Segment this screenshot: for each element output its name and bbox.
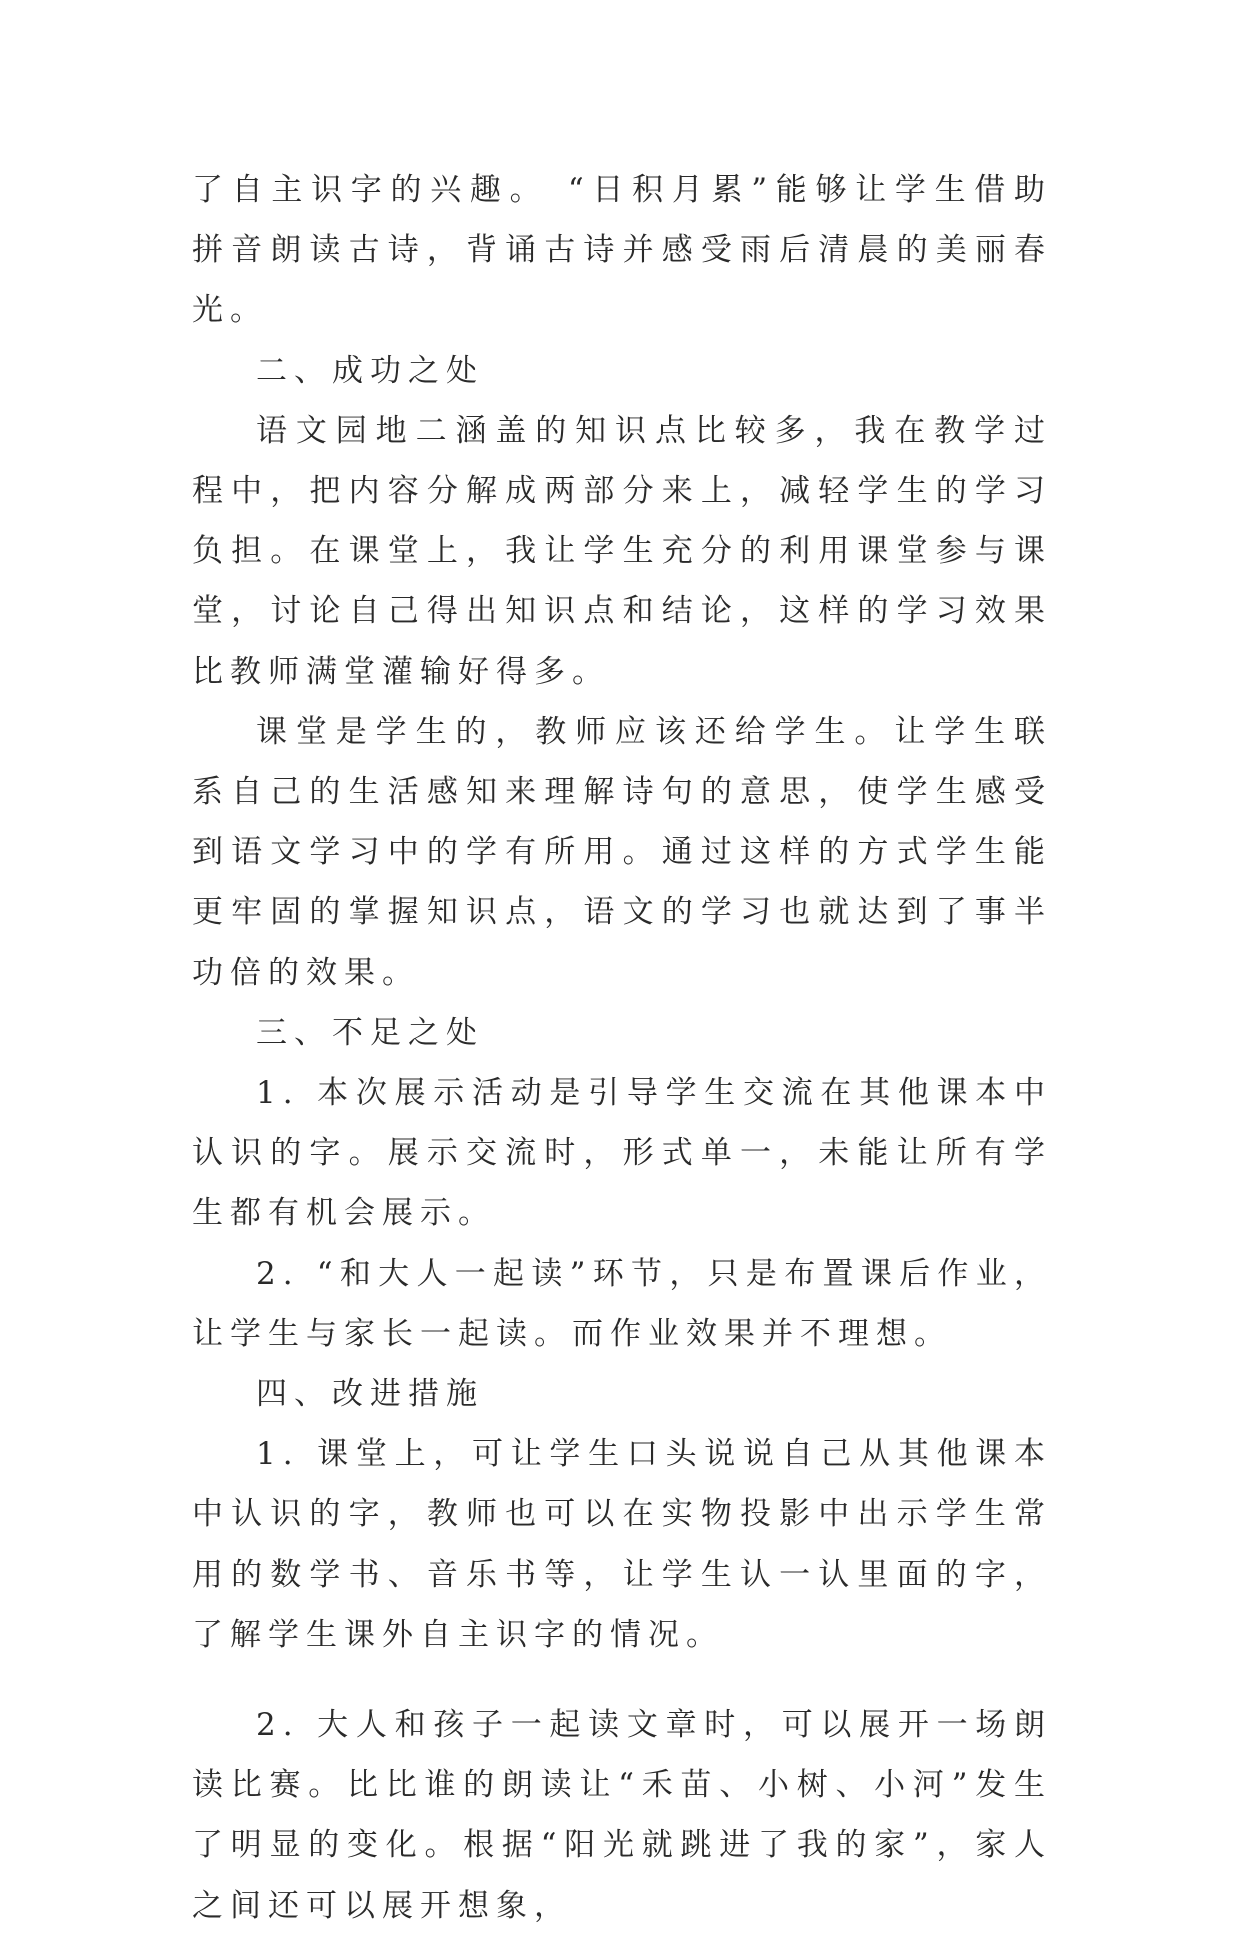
document-body: [192, 160, 1052, 1936]
paragraph-success-2: 课堂是学生的，教师应该还给学生。让学生联系自己的生活感知来理解诗句的意思，使学生感受到语文学习中的学有所用。通过这样的方式学生能更牢固的掌握知识点，语文的学习也就达到了事半功倍的效果。: [192, 713, 1052, 991]
heading-improvements: 四、改进措施: [256, 1376, 484, 1413]
paragraph-improvement-1: 1. 课堂上，可让学生口头说说自己从其他课本中认识的字，教师也可以在实物投影中出示学生常用的数学书、音乐书等，让学生认一认里面的字，了解学生课外自主识字的情况。: [192, 1436, 1052, 1653]
paragraph-shortcoming-2: 2. “和大人一起读”环节，只是布置课后作业，让学生与家长一起读。而作业效果并不理想。: [192, 1255, 1052, 1352]
heading-shortcomings: 三、不足之处: [256, 1014, 484, 1051]
paragraph-shortcoming-1: 1. 本次展示活动是引导学生交流在其他课本中认识的字。展示交流时，形式单一，未能让所有学生都有机会展示。: [192, 1075, 1052, 1232]
paragraph-success-1: 语文园地二涵盖的知识点比较多，我在教学过程中，把内容分解成两部分来上，减轻学生的学习负担。在课堂上，我让学生充分的利用课堂参与课堂，讨论自己得出知识点和结论，这样的学习效果比教师满堂灌输好得多。: [192, 412, 1052, 690]
paragraph-improvement-2: 2. 大人和孩子一起读文章时，可以展开一场朗读比赛。比比谁的朗读让“禾苗、小树、小河”发生了明显的变化。根据“阳光就跳进了我的家”，家人之间还可以展开想象，: [192, 1707, 1052, 1924]
heading-success: 二、成功之处: [256, 352, 484, 389]
paragraph-continuation: 了自主识字的兴趣。 “日积月累”能够让学生借助拼音朗读古诗，背诵古诗并感受雨后清晨的美丽春光。: [192, 172, 1052, 329]
